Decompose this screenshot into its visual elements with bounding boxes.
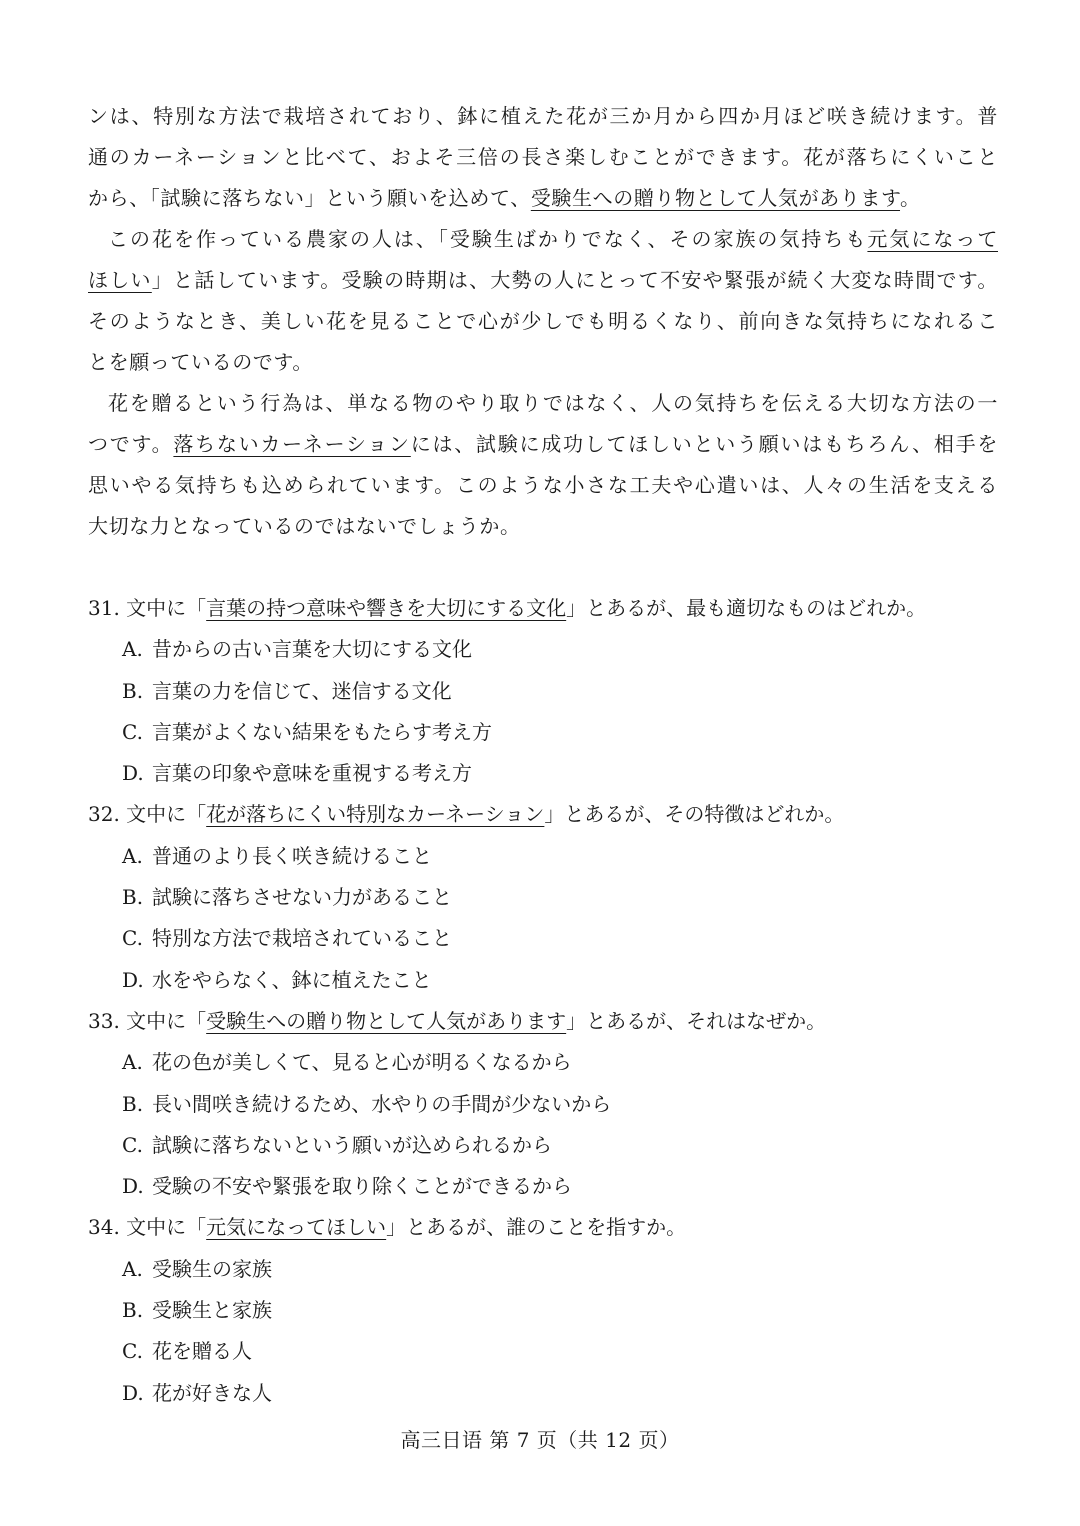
reading-passage	[88, 96, 998, 547]
answer-option[interactable]	[88, 1125, 998, 1166]
option-letter: D.	[122, 1174, 144, 1199]
question-text: 文中に「	[126, 802, 207, 827]
underlined-phrase: ほしい	[88, 268, 152, 292]
passage-line: 思いやる気持ちも込められています。このような小さな工夫や心遣いは、人々の生活を支える	[88, 473, 998, 497]
passage-line	[88, 219, 998, 260]
question-text: 」とあるが、それはなぜか。	[566, 1008, 827, 1033]
passage-line: ンは、特別な方法で栽培されており、鉢に植えた花が三か月から四か月ほど咲き続けます。普	[88, 104, 998, 128]
question-text: 文中に「	[126, 1008, 207, 1033]
option-letter: B.	[122, 885, 144, 910]
question-list	[88, 588, 998, 1414]
answer-option[interactable]	[88, 1249, 998, 1290]
underlined-phrase: 元気になって	[867, 227, 998, 251]
option-letter: D.	[122, 1380, 144, 1405]
option-letter: D.	[122, 761, 144, 786]
option-letter: B.	[122, 678, 144, 703]
option-text: 花の色が美しくて、見ると心が明るくなるから	[152, 1050, 572, 1075]
underlined-phrase: 受験生への贈り物として人気があります	[530, 186, 901, 210]
answer-option[interactable]	[88, 1331, 998, 1372]
question-number: 34.	[88, 1215, 120, 1240]
passage-text: 」と話しています。受験の時期は、大勢の人にとって不安や緊張が続く大変な時間です。	[151, 268, 998, 292]
option-text: 特別な方法で栽培されていること	[152, 926, 452, 951]
passage-line	[88, 424, 998, 465]
option-letter: B.	[122, 1091, 144, 1116]
page-footer: 高三日语 第 7 页（共 12 页）	[400, 1428, 680, 1452]
question-32	[88, 794, 998, 835]
option-text: 試験に落ちさせない力があること	[152, 885, 452, 910]
answer-option[interactable]	[88, 629, 998, 670]
option-letter: B.	[122, 1298, 144, 1323]
answer-option[interactable]	[88, 1084, 998, 1125]
option-text: 試験に落ちないという願いが込められるから	[152, 1132, 552, 1157]
passage-line: 大切な力となっているのではないでしょうか。	[88, 514, 521, 538]
passage-text: から、「試験に落ちない」という願いを込めて、	[88, 186, 531, 210]
underlined-phrase: 花が落ちにくい特別なカーネーション	[206, 802, 545, 827]
answer-option[interactable]	[88, 960, 998, 1001]
option-letter: C.	[122, 926, 143, 951]
underlined-phrase: 落ちないカーネーション	[173, 432, 411, 456]
passage-text: つです。	[88, 432, 174, 456]
answer-option[interactable]	[88, 753, 998, 794]
question-34	[88, 1207, 998, 1248]
option-letter: A.	[122, 637, 143, 662]
option-text: 花が好きな人	[152, 1380, 272, 1405]
underlined-phrase: 言葉の持つ意味や響きを大切にする文化	[206, 596, 567, 620]
question-text: 」とあるが、最も適切なものはどれか。	[566, 596, 927, 620]
option-letter: D.	[122, 967, 144, 992]
option-letter: C.	[122, 1132, 143, 1157]
underlined-phrase: 受験生への贈り物として人気があります	[206, 1008, 567, 1033]
answer-option[interactable]	[88, 712, 998, 753]
answer-option[interactable]	[88, 1290, 998, 1331]
answer-option[interactable]	[88, 1042, 998, 1083]
option-text: 普通のより長く咲き続けること	[152, 843, 432, 868]
option-text: 言葉の印象や意味を重視する考え方	[152, 761, 472, 786]
question-text: 文中に「	[126, 1215, 207, 1240]
passage-line	[88, 260, 998, 301]
answer-option[interactable]	[88, 671, 998, 712]
answer-option[interactable]	[88, 1166, 998, 1207]
answer-option[interactable]	[88, 1373, 998, 1414]
passage-line: とを願っているのです。	[88, 350, 313, 374]
option-text: 受験生と家族	[152, 1298, 272, 1323]
passage-text: には、試験に成功してほしいという願いはもちろん、相手を	[410, 432, 998, 456]
answer-option[interactable]	[88, 918, 998, 959]
question-number: 33.	[88, 1008, 120, 1033]
question-33	[88, 1001, 998, 1042]
option-text: 長い間咲き続けるため、水やりの手間が少ないから	[152, 1091, 612, 1116]
option-letter: C.	[122, 1339, 143, 1364]
passage-text: 。	[900, 186, 921, 210]
question-number: 32.	[88, 802, 120, 827]
passage-line: そのようなとき、美しい花を見ることで心が少しでも明るくなり、前向きな気持ちになれるこ	[88, 309, 998, 333]
option-text: 言葉の力を信じて、迷信する文化	[152, 678, 452, 703]
passage-text: この花を作っている農家の人は、「受験生ばかりでなく、その家族の気持ちも	[108, 227, 868, 251]
answer-option[interactable]	[88, 836, 998, 877]
question-text: 」とあるが、誰のことを指すか。	[386, 1215, 687, 1240]
option-text: 水をやらなく、鉢に植えたこと	[152, 967, 432, 992]
option-letter: A.	[122, 1050, 143, 1075]
question-31	[88, 588, 998, 629]
option-text: 花を贈る人	[152, 1339, 252, 1364]
passage-line: 通のカーネーションと比べて、およそ三倍の長さ楽しむことができます。花が落ちにくいこと	[88, 145, 998, 169]
passage-line	[88, 178, 998, 219]
question-text: 文中に「	[126, 596, 207, 620]
option-text: 言葉がよくない結果をもたらす考え方	[152, 719, 492, 744]
option-text: 昔からの古い言葉を大切にする文化	[152, 637, 472, 662]
passage-line: 花を贈るという行為は、単なる物のやり取りではなく、人の気持ちを伝える大切な方法の一	[108, 391, 998, 415]
option-letter: A.	[122, 843, 143, 868]
underlined-phrase: 元気になってほしい	[206, 1215, 387, 1240]
question-text: 」とあるが、その特徴はどれか。	[544, 802, 845, 827]
option-text: 受験の不安や緊張を取り除くことができるから	[152, 1174, 572, 1199]
option-letter: A.	[122, 1256, 143, 1281]
question-number: 31.	[88, 596, 120, 620]
option-text: 受験生の家族	[152, 1256, 272, 1281]
option-letter: C.	[122, 719, 143, 744]
answer-option[interactable]	[88, 877, 998, 918]
